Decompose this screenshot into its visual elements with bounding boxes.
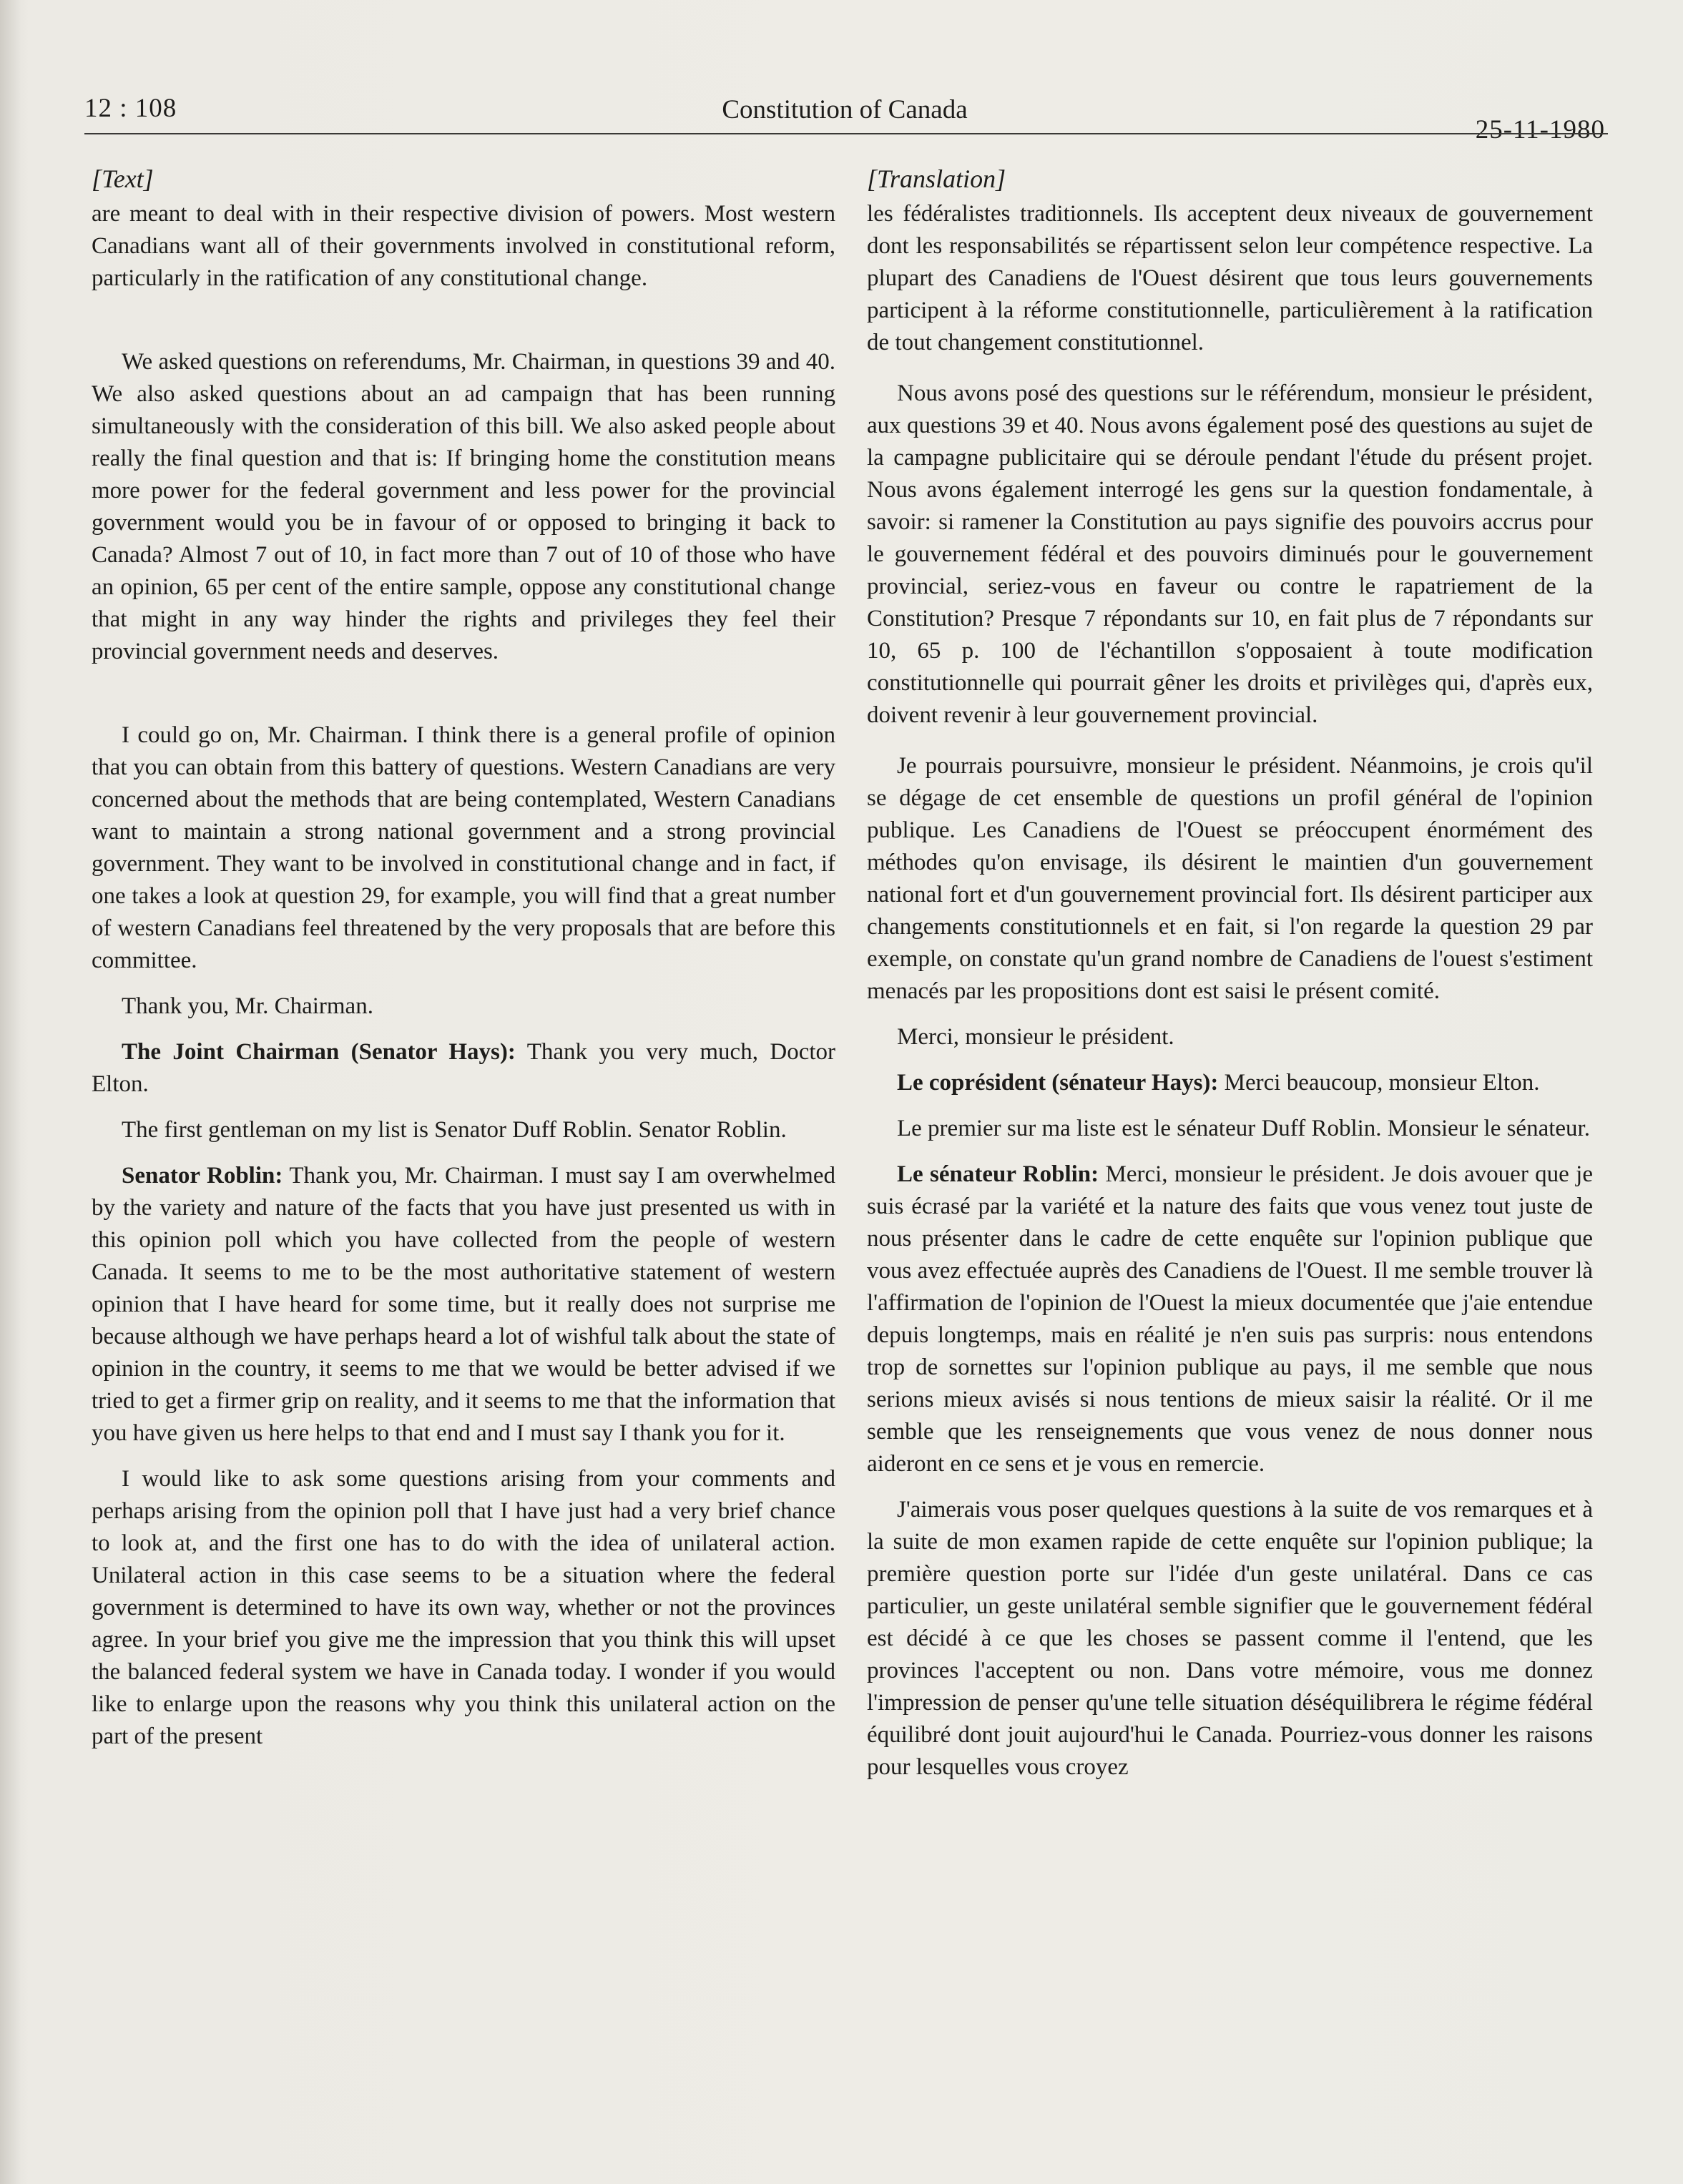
speaker-name: Senator Roblin: xyxy=(122,1163,283,1189)
english-paragraph-5 xyxy=(92,1036,835,1101)
speech-text: Merci beaucoup, monsieur Elton. xyxy=(1218,1070,1540,1096)
french-column xyxy=(867,163,1593,1797)
speech-text: Thank you very much, Doctor Elton. xyxy=(92,1039,835,1097)
speaker-name: Le sénateur Roblin: xyxy=(897,1161,1099,1187)
page-header xyxy=(84,93,1605,143)
french-paragraph-6: Le premier sur ma liste est le sénateur Duff Roblin. Monsieur le sénateur. xyxy=(897,1116,1590,1141)
english-paragraph-8: I would like to ask some questions arising from your comments and perhaps arising from the opinion poll that I have just had a very brief chance to look at, and the first one has to do with the idea of unilateral action. Unilateral action in this case seems to be a situation where the federal government is determined to have its own way, whether or not the provinces agree. In your brief you give me the impression that you think this will upset the balanced federal system we have in Canada today. I wonder if you would like to enlarge upon the reasons why you think this unilateral action on the part of the present xyxy=(92,1466,835,1749)
speech-text: Merci, monsieur le président. Je dois avouer que je suis écrasé par la variété et la nature des faits que vous venez tout juste de nous présenter dans le cadre de cette enquête sur l'opinion publique que vous avez effectuée auprès des Canadiens de l'Ouest. Il me semble trouver là l'affirmation de l'opinion de l'Ouest la mieux documentée que j'aie entendue depuis longtemps, mais en réalité je n'en suis pas surpris: nous entendons trop de sornettes sur l'opinion publique au pays, il me semble que nous serions mieux avisés si nous tentions de mieux saisir la réalité. Or il me semble que les renseignements que vous venez de nous donner nous aideront en ce sens et je vous en remercie. xyxy=(867,1161,1593,1477)
french-paragraph-4: Merci, monsieur le président. xyxy=(897,1024,1174,1050)
session-date: 25-11-1980 xyxy=(1475,115,1605,144)
english-column xyxy=(92,163,835,1766)
speaker-name: The Joint Chairman (Senator Hays): xyxy=(122,1039,516,1065)
english-paragraph-2: We asked questions on referendums, Mr. Chairman, in questions 39 and 40. We also asked questions about an ad campaign that has been running simultaneously with the consideration of this bill. We also asked people about really the final question and that is: If bringing home the constitution means more power for the federal government and less power for the provincial government would you be in favour of or opposed to bringing it back to Canada? Almost 7 out of 10, in fact more than 7 out of 10 of those who have an opinion, 65 per cent of the entire sample, oppose any constitutional change that might in any way hinder the rights and privileges they feel their provincial government needs and deserves. xyxy=(92,349,835,664)
french-paragraph-2: Nous avons posé des questions sur le référendum, monsieur le président, aux questions 39 et 40. Nous avons également posé des questions au sujet de la campagne publicitaire qui se déroule pendant l'étude du présent projet. Nous avons également interrogé les gens sur la question fondamentale, à savoir: si ramener la Constitution au pays signifie des pouvoirs accrus pour le gouvernement fédéral et des pouvoirs diminués pour le gouvernement provincial, seriez-vous en faveur ou contre le rapatriement de la Constitution? Presque 7 répondants sur 10, en fait plus de 7 répondants sur 10, 65 p. 100 de l'échantillon s'opposaient à toute modification constitutionnelle qui pourrait gêner les droits et privilèges qui, d'après eux, doivent revenir à leur gouvernement provincial. xyxy=(867,380,1593,728)
speech-text: Thank you, Mr. Chairman. I must say I am overwhelmed by the variety and nature of the facts that you have just presented us with in this opinion poll which you have collected from the people of western Canada. It seems to me to be the most authoritative statement of western opinion that I have heard for some time, but it really does not surprise me because although we have perhaps heard a lot of wishful talk about the state of opinion in the country, it seems to me that we would be better advised if we tried to get a firmer grip on reality, and it seems to me that the information that you have given us here helps to that end and I must say I thank you for it. xyxy=(92,1163,835,1446)
english-column-label: [Text] xyxy=(92,164,154,193)
english-paragraph-1: are meant to deal with in their respective division of powers. Most western Canadians want all of their governments involved in constitutional reform, particularly in the ratification of any constitutional change. xyxy=(92,201,835,291)
binding-shadow xyxy=(0,0,20,2184)
french-paragraph-8: J'aimerais vous poser quelques questions à la suite de vos remarques et à la suite de mon examen rapide de cette enquête sur l'opinion publique; la première question porte sur l'idée d'un geste unilatéral. Dans ce cas particulier, un geste unilatéral semble signifier que le gouvernement fédéral est décidé à ce que les choses se passent comme il l'entend, que les provinces l'acceptent ou non. Dans votre mémoire, vous me donnez l'impression de penser qu'une telle situation déséquilibrera le régime fédéral équilibré dont jouit aujourd'hui le Canada. Pourriez-vous donner les raisons pour lesquelles vous croyez xyxy=(867,1497,1593,1780)
speaker-name: Le coprésident (sénateur Hays): xyxy=(897,1070,1219,1096)
french-paragraph-3: Je pourrais poursuivre, monsieur le président. Néanmoins, je crois qu'il se dégage de cet ensemble de questions un profil général de l'opinion publique. Les Canadiens de l'Ouest se préoccupent énormément des méthodes qu'on envisage, ils désirent le maintien d'un gouvernement national fort et d'un gouvernement provincial fort. Ils désirent participer aux changements constitutionnels et en fait, si l'on regarde la question 29 par exemple, on constate qu'un grand nombre de Canadiens de l'ouest s'estiment menacés par les propositions dont est saisi le présent comité. xyxy=(867,753,1593,1004)
english-paragraph-3: I could go on, Mr. Chairman. I think there is a general profile of opinion that you can obtain from this battery of questions. Western Canadians are very concerned about the methods that are being contemplated, Western Canadians want to maintain a strong national government and a strong provincial government. They want to be involved in constitutional change and in fact, if one takes a look at question 29, for example, you will find that a great number of western Canadians feel threatened by the very proposals that are before this committee. xyxy=(92,722,835,973)
english-paragraph-6: The first gentleman on my list is Senator Duff Roblin. Senator Roblin. xyxy=(122,1117,787,1143)
english-paragraph-7 xyxy=(92,1160,835,1450)
running-title: Constitution of Canada xyxy=(722,95,968,124)
page-number: 12 : 108 xyxy=(84,94,177,123)
french-paragraph-7 xyxy=(867,1159,1593,1480)
french-paragraph-1: les fédéralistes traditionnels. Ils acceptent deux niveaux de gouvernement dont les responsabilités se répartissent selon leur compétence respective. La plupart des Canadiens de l'Ouest désirent que tous leurs gouvernements participent à la réforme constitutionnelle, particulièrement à la ratification de tout changement constitutionnel. xyxy=(867,201,1593,355)
french-column-label: [Translation] xyxy=(867,164,1006,193)
french-paragraph-5 xyxy=(867,1067,1593,1099)
english-paragraph-4: Thank you, Mr. Chairman. xyxy=(122,993,373,1019)
header-rule xyxy=(84,133,1608,134)
